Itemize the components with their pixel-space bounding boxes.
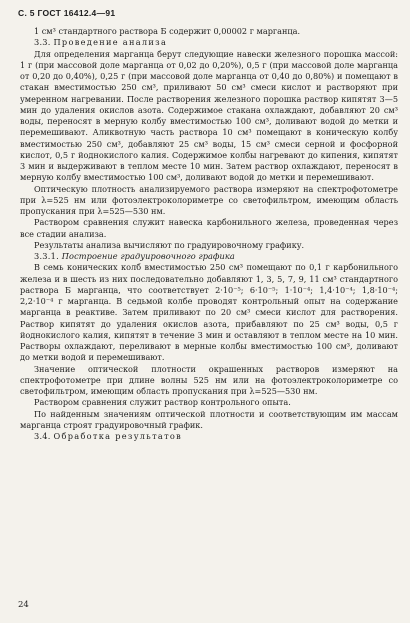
paragraph: Результаты анализа вычисляют по градуировочному графику.: [34, 239, 305, 250]
document-body: [20, 26, 398, 442]
page-header: С. 5 ГОСТ 16412.4—91: [18, 8, 116, 18]
section-heading-3-3: [20, 37, 398, 48]
section-number: 3.4.: [34, 431, 51, 441]
paragraph: Раствором сравнения служит раствор контрольного опыта.: [34, 397, 291, 408]
paragraph: Для определения марганца берут следующие навески железного порошка массой: 1 г (при массовой доле марганца от 0,02 до 0,20%), 0,5 г (при массовой доле марганца от 0,20 до 0,40%), 0,25 г (при массовой доле марганца от 0,40 до 0,80%) и помещают в стакан вместимостью 250 см³, приливают 50 см³ смеси кислот и растворяют при умеренном нагревании. После растворения железного порошка раствор кипятят 3—5 мин до удаления окислов азота. Содержимое стакана охлаждают, добавляют 20 см³ воды, переносят в мерную колбу вместимостью 100 см³, доливают водой до метки и перемешивают. Аликвотную часть раствора 10 см³ помещают в коническую колбу вместимостью 250 см³, добавляют 25 см³ воды, 15 см³ смеси серной и фосфорной кислот, 0,5 г йоднокислого калия. Содержимое колбы нагревают до кипения, кипятят 3 мин и выдерживают в теплом месте 10 мин. Затем раствор охлаждают, переносят в мерную колбу вместимостью 100 см³, доливают водой до метки и перемешивают.: [20, 48, 398, 183]
paragraph: Значение оптической плотности окрашенных растворов измеряют на спектрофотометре при длине волны 525 нм или на фотоэлектроколориметре со светофильтром, имеющим область пропускания при λ=525—530 нм.: [20, 363, 398, 396]
section-heading-3-3-1: [20, 251, 398, 262]
section-heading-3-4: [20, 431, 398, 442]
section-title: Проведение анализа: [53, 37, 168, 48]
paragraph: По найденным значениям оптической плотности и соответствующим им массам марганца строят градуировочный график.: [20, 408, 398, 430]
page-number: 24: [18, 600, 29, 610]
intro-line: 1 см³ стандартного раствора Б содержит 0,00002 г марганца.: [34, 26, 301, 36]
paragraph: Раствором сравнения служит навеска карбонильного железа, проведенная через все стадии анализа.: [20, 217, 398, 239]
section-title: Построение градуировочного графика: [61, 251, 235, 261]
paragraph: Оптическую плотность анализируемого раствора измеряют на спектрофотометре при λ=525 нм или фотоэлектроколориметре со светофильтром, имеющим область пропускания при λ=525—530 нм.: [20, 183, 398, 216]
paragraph: В семь конических колб вместимостью 250 см³ помещают по 0,1 г карбонильного железа и в шесть из них последовательно добавляют 1, 3, 5, 7, 9, 11 см³ стандартного раствора Б марганца, что соответствует 2·10⁻⁵; 6·10⁻⁵; 1·10⁻⁴; 1,4·10⁻⁴; 1,8·10⁻⁴; 2,2·10⁻⁴ г марганца. В седьмой колбе проводят контрольный опыт на содержание марганца в реактиве. Затем приливают по 20 см³ смеси кислот для растворения. Раствор кипятят до удаления окислов азота, прибавляют по 25 см³ воды, 0,5 г йоднокислого калия, кипятят в течение 3 мин и оставляют в теплом месте на 10 мин. Растворы охлаждают, переливают в мерные колбы вместимостью 100 см³, доливают до метки водой и перемешивают.: [20, 262, 398, 363]
section-title: Обработка результатов: [53, 431, 183, 441]
section-number: 3.3.1.: [34, 251, 59, 261]
section-number: 3.3.: [34, 37, 51, 48]
